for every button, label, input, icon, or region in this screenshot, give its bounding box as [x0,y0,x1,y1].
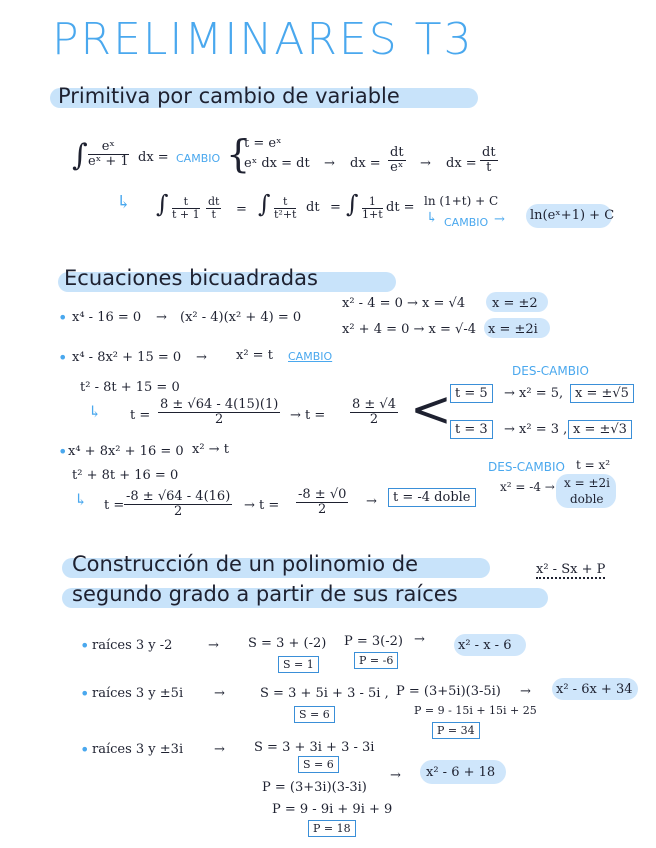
result-doble: doble [570,492,604,506]
fraction-dt-t: $\frac{dt}{t}$ [482,145,496,176]
result-sqrt5: x = ±√5 [570,384,634,403]
roots-1: raíces 3 y -2 [92,638,173,653]
arrow: → [208,638,219,653]
case-1: x² - 4 = 0 → x = √4 [342,296,466,311]
product-result-2: P = 34 [432,722,480,739]
general-form: x² - Sx + P [536,562,606,577]
product-1: P = 3(-2) [344,634,403,649]
hook-arrow: ↳ [116,192,132,213]
dt-label: dt [306,200,320,215]
hook-arrow: ↳ [426,210,438,226]
section-heading-bicuadradas: Ecuaciones bicuadradas [64,266,318,290]
case-2: x² + 4 = 0 → x = √-4 [342,322,476,337]
sum-result-3: S = 6 [298,756,339,773]
cambio-label: CAMBIO [444,216,489,229]
substitution: x² → t [192,442,229,457]
integral-sign: ∫ [156,190,169,218]
roots-3: raíces 3 y ±3i [92,742,184,757]
polynomial-3: x² - 6 + 18 [426,765,496,780]
equation-3: x⁴ + 8x² + 16 = 0 [68,444,184,459]
sum-result-1: S = 1 [278,656,319,673]
final-result: ln(eˣ+1) + C [530,208,615,223]
arrow: → [414,632,425,647]
arrow: → [520,684,531,699]
bullet: • [80,684,90,703]
bullet: • [58,442,68,461]
result-2: x = ±2i [488,322,538,337]
dx-eq: dx = [350,156,381,171]
factorization: (x² - 4)(x² + 4) = 0 [180,310,302,325]
arrow: → [390,768,401,783]
quadratic-t: t² - 8t + 15 = 0 [80,380,180,395]
result-1: x = ±2 [492,296,538,311]
integrand-fraction: $\frac{\text{eˣ}}{\text{eˣ + 1}}$ [88,139,129,170]
section-heading-construccion-1: Construcción de un polinomio de [72,552,418,576]
substitution: t = x² [576,458,611,472]
cambio-label: CAMBIO [176,152,221,165]
sum-2: S = 3 + 5i + 3 - 5i , [260,686,389,701]
t-eq: t = [104,498,125,513]
product-3: P = (3+3i)(3-3i) [262,780,367,795]
arrow: → [494,212,505,227]
equals: = [330,200,341,215]
fraction: $\frac{-8 \pm √0}{2}$ [298,487,347,518]
hook-arrow: ↳ [88,402,102,421]
dt-eq: dt = [386,200,415,215]
t-eq: t = [130,408,151,423]
x-squared-3: → x² = 3 , [504,422,568,437]
product-expansion-2: P = 9 - 15i + 15i + 25 [414,704,537,717]
integral-sign: ∫ [258,190,271,218]
equals: = [236,202,247,217]
bullet: • [80,636,90,655]
arrow: → [366,494,377,509]
fraction: $\frac{8 \pm √4}{2}$ [352,397,396,428]
integral-sign: ∫ [346,190,359,218]
sum-result-2: S = 6 [294,706,335,723]
bullet: • [58,348,68,367]
arrow: → [214,742,225,757]
polynomial-2: x² - 6x + 34 [556,682,633,697]
product-result-1: P = -6 [354,652,398,669]
arrow: → [420,156,431,171]
equation-1: x⁴ - 16 = 0 [72,310,142,325]
result-2i: x = ±2i [564,476,610,490]
sum-1: S = 3 + (-2) [248,636,327,651]
x-squared-5: → x² = 5, [504,386,564,401]
substitution-eq1: t = eˣ [244,136,282,151]
result-ln: ln (1+t) + C [424,194,499,208]
system-brace: { [226,132,251,176]
substitution: x² = t [236,348,273,363]
fraction: $\frac{t}{t + 1}$ [172,195,200,222]
product-expansion-3: P = 9 - 9i + 9i + 9 [272,802,393,817]
descambio-label: DES-CAMBIO [488,460,565,474]
hook-arrow: ↳ [74,490,88,509]
product-2: P = (3+5i)(3-5i) [396,684,501,699]
arrow: → [324,156,335,171]
fraction: $\frac{t}{\text{t²+t}}$ [274,195,297,222]
double-root: t = -4 doble [388,488,476,507]
quadratic-formula: $\frac{8 \pm √64 - 4(15)(1)}{2}$ [160,397,279,428]
page-title: PRELIMINARES T3 [52,14,474,65]
dx-eq: dx = [446,156,477,171]
t-value-5: t = 5 [450,384,493,403]
result-sqrt3: x = ±√3 [568,420,632,439]
fraction: $\frac{1}{1+t}$ [362,195,383,222]
bullet: • [58,308,68,327]
branch-symbol: < [410,380,452,438]
fraction: $\frac{dt}{t}$ [208,195,220,222]
t-eq: → t = [244,498,280,513]
arrow: → [156,310,167,325]
section-heading-construccion-2: segundo grado a partir de sus raíces [72,582,458,606]
polynomial-1: x² - x - 6 [458,638,512,653]
t-eq: → t = [290,408,326,423]
equation-2: x⁴ - 8x² + 15 = 0 [72,350,182,365]
substitution-eq2: eˣ dx = dt [244,156,310,171]
t-value-3: t = 3 [450,420,493,439]
arrow: → [214,686,225,701]
dx-label: dx = [138,150,169,165]
cambio-label: CAMBIO [288,350,333,363]
arrow: → [196,350,207,365]
x-squared-neg4: x² = -4 → [500,480,555,494]
section-heading-primitiva: Primitiva por cambio de variable [58,84,400,108]
quadratic-formula: $\frac{-8 \pm √64 - 4(16)}{2}$ [126,489,231,520]
roots-2: raíces 3 y ±5i [92,686,184,701]
quadratic-t: t² + 8t + 16 = 0 [72,468,179,483]
fraction-dt-ex: $\frac{dt}{\text{eˣ}}$ [390,145,404,176]
product-result-3: P = 18 [308,820,356,837]
integral-sign: ∫ [72,138,88,173]
descambio-label: DES-CAMBIO [512,364,589,378]
bullet: • [80,740,90,759]
sum-3: S = 3 + 3i + 3 - 3i [254,740,375,755]
